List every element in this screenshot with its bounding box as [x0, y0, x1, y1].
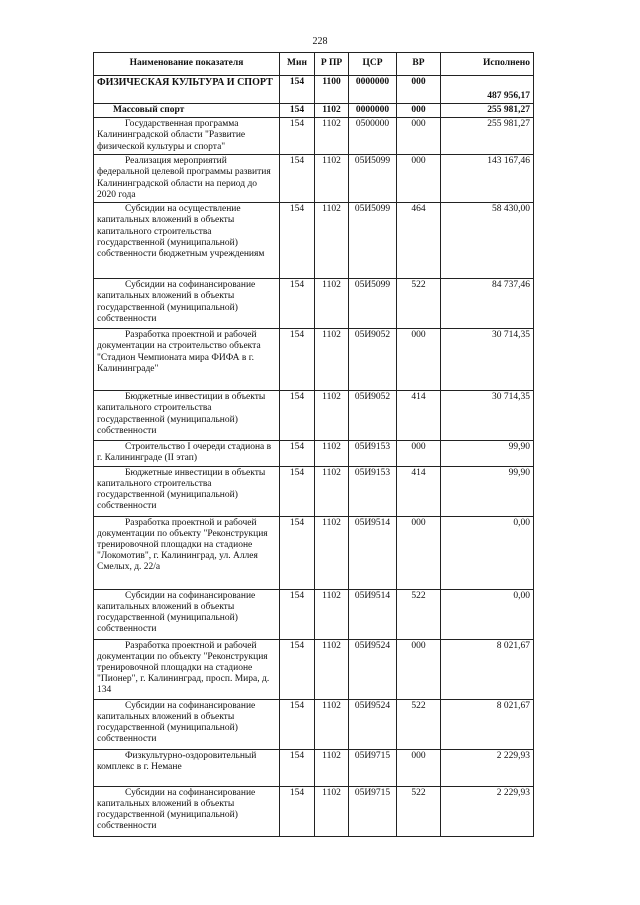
table-header-row	[94, 53, 534, 76]
row-name: Субсидии на софинансирование капитальных вложений в объекты государственной (муниципальной) собственности	[94, 279, 280, 329]
table-row	[94, 699, 534, 749]
row-rpr: 1102	[315, 639, 349, 699]
row-vr: 522	[397, 589, 441, 639]
table-row	[94, 639, 534, 699]
header-vr: ВР	[397, 53, 441, 76]
row-min: 154	[280, 329, 315, 391]
row-sum: 0,00	[441, 516, 534, 589]
row-sum: 30 714,35	[441, 329, 534, 391]
row-sum: 255 981,27	[441, 104, 534, 118]
row-min: 154	[280, 203, 315, 279]
row-name: Государственная программа Калининградской области "Развитие физической культуры и спорта"	[94, 118, 280, 155]
row-rpr: 1102	[315, 441, 349, 466]
row-min: 154	[280, 466, 315, 516]
table-row	[94, 441, 534, 466]
row-sum: 2 229,93	[441, 786, 534, 836]
row-csr: 05И9052	[349, 329, 397, 391]
row-sum: 0,00	[441, 589, 534, 639]
row-csr: 05И9524	[349, 639, 397, 699]
row-sum: 8 021,67	[441, 639, 534, 699]
page-number: 228	[312, 36, 328, 47]
row-min: 154	[280, 699, 315, 749]
row-name: Разработка проектной и рабочей документации по объекту "Реконструкция тренировочной площадки на стадионе "Локомотив", г. Калининград, ул. Аллея Смелых, д. 22/а	[94, 516, 280, 589]
row-min: 154	[280, 786, 315, 836]
row-vr: 522	[397, 699, 441, 749]
row-vr: 000	[397, 639, 441, 699]
table-row	[94, 329, 534, 391]
row-csr: 0000000	[349, 104, 397, 118]
row-rpr: 1102	[315, 155, 349, 203]
row-rpr: 1102	[315, 749, 349, 786]
table-row	[94, 391, 534, 441]
row-min: 154	[280, 589, 315, 639]
row-min: 154	[280, 639, 315, 699]
table-row	[94, 516, 534, 589]
row-sum: 84 737,46	[441, 279, 534, 329]
row-name: Субсидии на софинансирование капитальных вложений в объекты государственной (муниципальной) собственности	[94, 786, 280, 836]
table-row	[94, 118, 534, 155]
row-name: Физкультурно-оздоровительный комплекс в г. Немане	[94, 749, 280, 786]
row-min: 154	[280, 118, 315, 155]
row-sum: 2 229,93	[441, 749, 534, 786]
row-rpr: 1100	[315, 76, 349, 104]
row-rpr: 1102	[315, 118, 349, 155]
row-vr: 000	[397, 155, 441, 203]
row-name: Субсидии на софинансирование капитальных вложений в объекты государственной (муниципальной) собственности	[94, 589, 280, 639]
row-sum: 487 956,17	[441, 76, 534, 104]
row-sum: 255 981,27	[441, 118, 534, 155]
row-vr: 414	[397, 391, 441, 441]
row-min: 154	[280, 391, 315, 441]
row-vr: 000	[397, 749, 441, 786]
row-name: Разработка проектной и рабочей документации по объекту "Реконструкция тренировочной площадки на стадионе "Пионер", г. Калининград, просп. Мира, д. 134	[94, 639, 280, 699]
header-min: Мин	[280, 53, 315, 76]
row-vr: 000	[397, 76, 441, 104]
row-csr: 05И9052	[349, 391, 397, 441]
row-csr: 05И5099	[349, 203, 397, 279]
table-row	[94, 104, 534, 118]
row-rpr: 1102	[315, 203, 349, 279]
row-rpr: 1102	[315, 786, 349, 836]
row-name: Разработка проектной и рабочей документации на строительство объекта "Стадион Чемпионата мира ФИФА в г. Калининграде"	[94, 329, 280, 391]
row-name: ФИЗИЧЕСКАЯ КУЛЬТУРА И СПОРТ	[94, 76, 280, 104]
row-name: Строительство I очереди стадиона в г. Калининграде (II этап)	[94, 441, 280, 466]
row-min: 154	[280, 76, 315, 104]
row-vr: 414	[397, 466, 441, 516]
row-csr: 05И9524	[349, 699, 397, 749]
header-csr: ЦСР	[349, 53, 397, 76]
row-csr: 05И9153	[349, 466, 397, 516]
header-sum: Исполнено	[441, 53, 534, 76]
row-vr: 000	[397, 118, 441, 155]
row-rpr: 1102	[315, 329, 349, 391]
table-row	[94, 466, 534, 516]
budget-table	[93, 52, 534, 837]
row-name: Субсидии на софинансирование капитальных вложений в объекты государственной (муниципальной) собственности	[94, 699, 280, 749]
row-sum: 99,90	[441, 466, 534, 516]
row-csr: 05И9715	[349, 786, 397, 836]
row-rpr: 1102	[315, 699, 349, 749]
row-csr: 05И9153	[349, 441, 397, 466]
row-rpr: 1102	[315, 104, 349, 118]
row-rpr: 1102	[315, 589, 349, 639]
row-name: Бюджетные инвестиции в объекты капитального строительства государственной (муниципальной) собственности	[94, 466, 280, 516]
row-name: Массовый спорт	[94, 104, 280, 118]
row-csr: 0000000	[349, 76, 397, 104]
row-min: 154	[280, 749, 315, 786]
table-row	[94, 279, 534, 329]
row-vr: 000	[397, 104, 441, 118]
row-vr: 464	[397, 203, 441, 279]
row-csr: 05И5099	[349, 279, 397, 329]
row-sum: 143 167,46	[441, 155, 534, 203]
row-min: 154	[280, 155, 315, 203]
row-csr: 05И9514	[349, 589, 397, 639]
row-sum: 58 430,00	[441, 203, 534, 279]
table-row	[94, 589, 534, 639]
table-row	[94, 786, 534, 836]
row-csr: 05И5099	[349, 155, 397, 203]
row-vr: 522	[397, 279, 441, 329]
table-row	[94, 155, 534, 203]
row-rpr: 1102	[315, 466, 349, 516]
row-csr: 05И9514	[349, 516, 397, 589]
row-sum: 99,90	[441, 441, 534, 466]
row-min: 154	[280, 279, 315, 329]
row-vr: 522	[397, 786, 441, 836]
header-rpr: Р ПР	[315, 53, 349, 76]
header-name: Наименование показателя	[94, 53, 280, 76]
row-min: 154	[280, 441, 315, 466]
row-rpr: 1102	[315, 516, 349, 589]
row-name: Субсидии на осуществление капитальных вложений в объекты капитального строительства государственной (муниципальной) собственности бюджетным учреждениям	[94, 203, 280, 279]
row-vr: 000	[397, 329, 441, 391]
row-sum: 30 714,35	[441, 391, 534, 441]
table-row	[94, 76, 534, 104]
row-rpr: 1102	[315, 391, 349, 441]
row-name: Бюджетные инвестиции в объекты капитального строительства государственной (муниципальной) собственности	[94, 391, 280, 441]
table-row	[94, 203, 534, 279]
row-min: 154	[280, 104, 315, 118]
table-row	[94, 749, 534, 786]
row-vr: 000	[397, 441, 441, 466]
row-name: Реализация мероприятий федеральной целевой программы развития Калининградской области на период до 2020 года	[94, 155, 280, 203]
row-min: 154	[280, 516, 315, 589]
row-sum: 8 021,67	[441, 699, 534, 749]
row-csr: 0500000	[349, 118, 397, 155]
row-vr: 000	[397, 516, 441, 589]
row-rpr: 1102	[315, 279, 349, 329]
row-csr: 05И9715	[349, 749, 397, 786]
